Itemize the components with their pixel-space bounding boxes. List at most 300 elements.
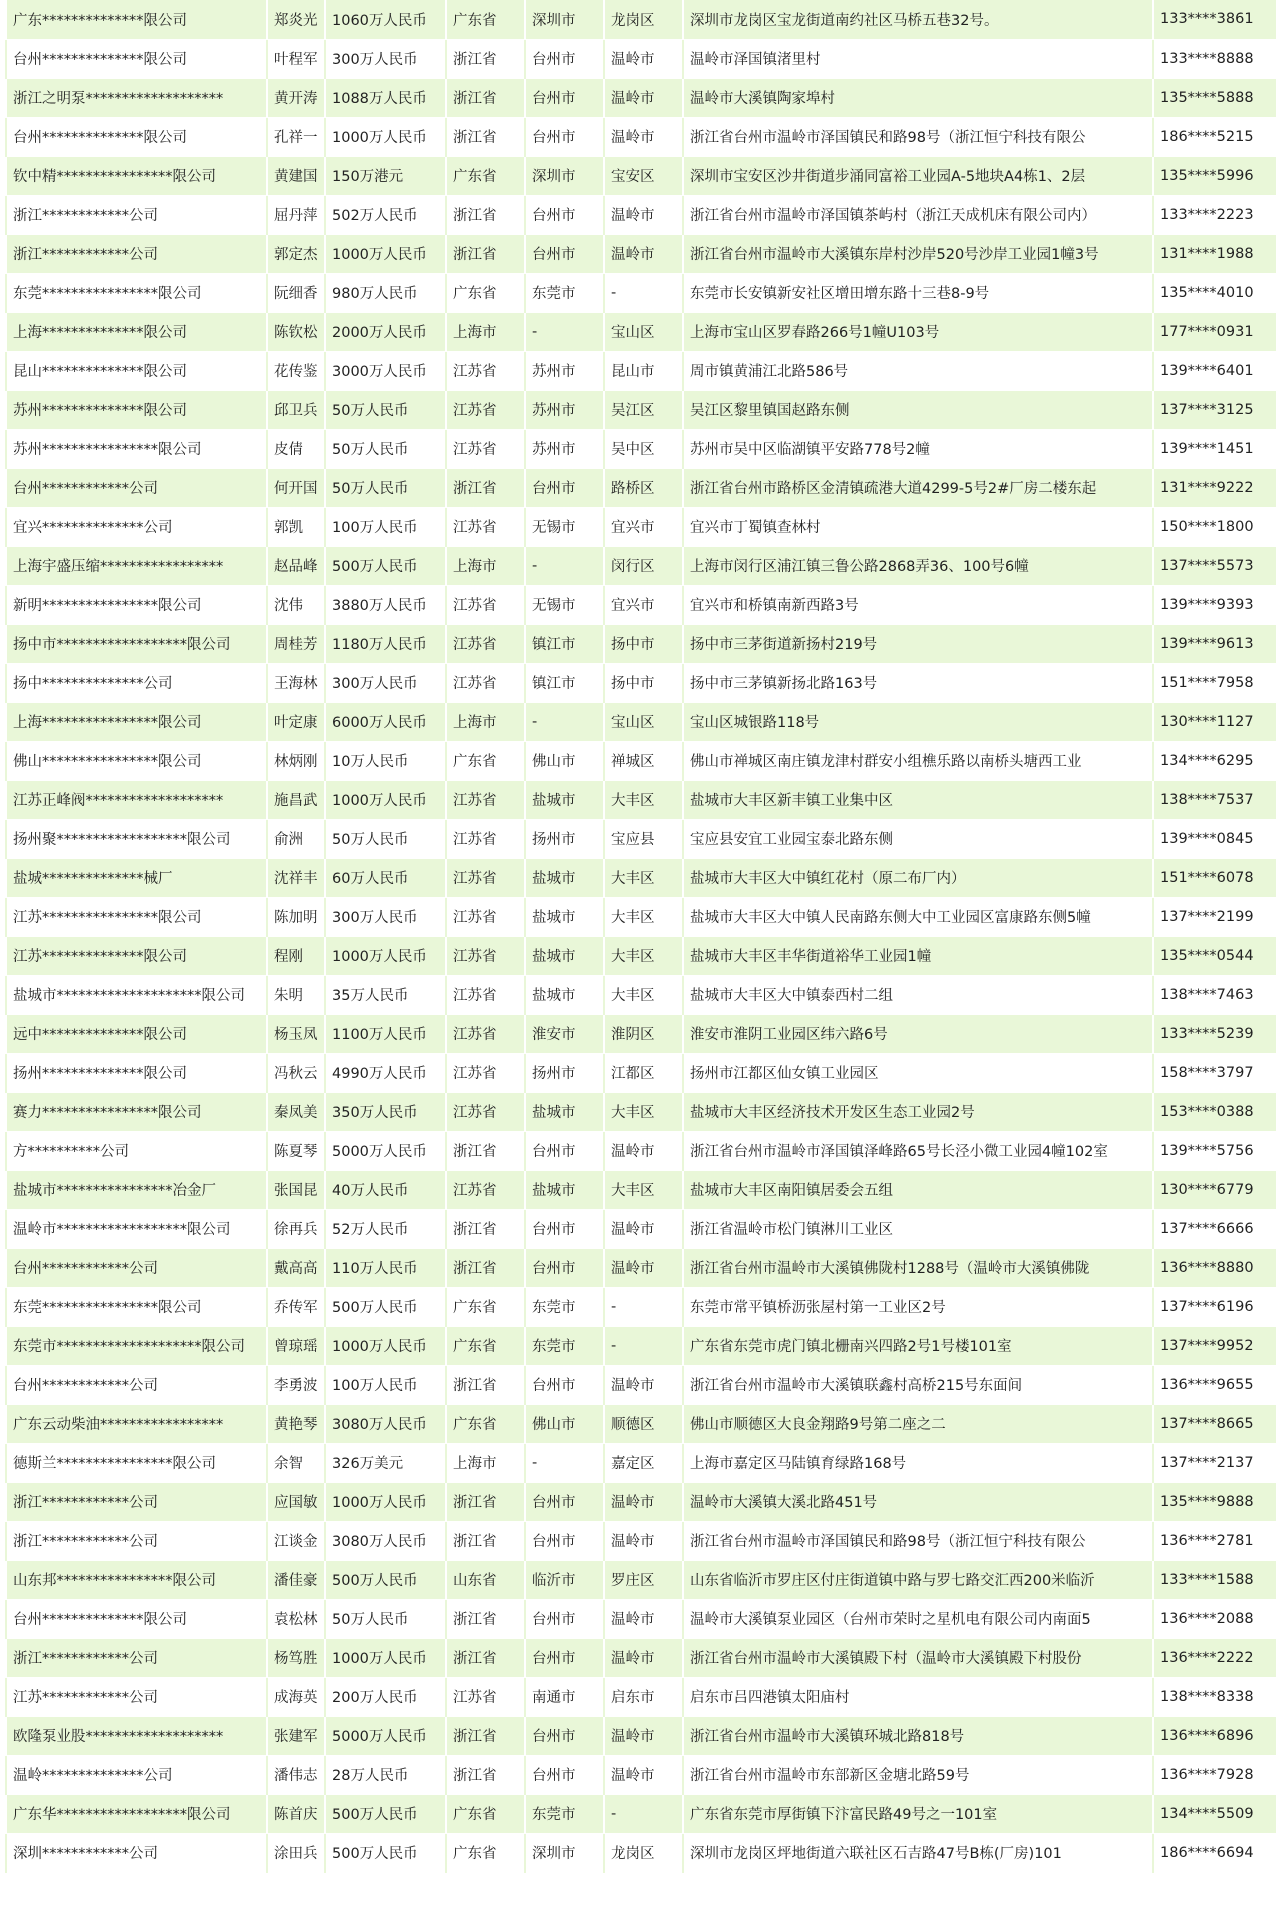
province-cell: 江苏省 <box>446 624 525 663</box>
phone-cell: 136****8880 <box>1153 1248 1276 1287</box>
province-cell: 上海市 <box>446 702 525 741</box>
phone-cell: 133****3861 <box>1153 0 1276 39</box>
district-cell: 大丰区 <box>604 1170 683 1209</box>
company-cell: 钦中精****************限公司 <box>6 156 267 195</box>
city-cell: 扬州市 <box>525 819 604 858</box>
phone-cell: 137****5573 <box>1153 546 1276 585</box>
table-row[interactable] <box>6 1092 1276 1131</box>
district-cell: 宝山区 <box>604 702 683 741</box>
capital-cell: 4990万人民币 <box>325 1053 446 1092</box>
city-cell: - <box>525 1443 604 1482</box>
province-cell: 浙江省 <box>446 234 525 273</box>
capital-cell: 1180万人民币 <box>325 624 446 663</box>
phone-cell: 131****9222 <box>1153 468 1276 507</box>
company-cell: 台州**************限公司 <box>6 39 267 78</box>
city-cell: 台州市 <box>525 78 604 117</box>
address-cell: 盐城市大丰区经济技术开发区生态工业园2号 <box>683 1092 1153 1131</box>
contact-cell: 潘伟志 <box>267 1755 325 1794</box>
contact-cell: 戴高高 <box>267 1248 325 1287</box>
district-cell: 淮阴区 <box>604 1014 683 1053</box>
capital-cell: 60万人民币 <box>325 858 446 897</box>
company-cell: 台州**************限公司 <box>6 117 267 156</box>
address-cell: 盐城市大丰区丰华街道裕华工业园1幢 <box>683 936 1153 975</box>
contact-cell: 黄开涛 <box>267 78 325 117</box>
district-cell: 顺德区 <box>604 1404 683 1443</box>
district-cell: 温岭市 <box>604 1209 683 1248</box>
company-cell: 江苏正峰阀******************* <box>6 780 267 819</box>
district-cell: 龙岗区 <box>604 0 683 39</box>
city-cell: 临沂市 <box>525 1560 604 1599</box>
capital-cell: 1000万人民币 <box>325 780 446 819</box>
company-cell: 苏州****************限公司 <box>6 429 267 468</box>
company-cell: 佛山****************限公司 <box>6 741 267 780</box>
city-cell: 台州市 <box>525 1482 604 1521</box>
table-row[interactable] <box>6 429 1276 468</box>
address-cell: 温岭市大溪镇陶家埠村 <box>683 78 1153 117</box>
contact-cell: 陈加明 <box>267 897 325 936</box>
contact-cell: 郭凯 <box>267 507 325 546</box>
contact-cell: 余智 <box>267 1443 325 1482</box>
address-cell: 宜兴市和桥镇南新西路3号 <box>683 585 1153 624</box>
province-cell: 浙江省 <box>446 195 525 234</box>
table-row[interactable] <box>6 1170 1276 1209</box>
city-cell: 无锡市 <box>525 585 604 624</box>
capital-cell: 1000万人民币 <box>325 1326 446 1365</box>
table-row[interactable] <box>6 468 1276 507</box>
district-cell: 温岭市 <box>604 1131 683 1170</box>
table-row[interactable] <box>6 897 1276 936</box>
company-cell: 盐城市********************限公司 <box>6 975 267 1014</box>
contact-cell: 花传鉴 <box>267 351 325 390</box>
company-cell: 温岭市******************限公司 <box>6 1209 267 1248</box>
capital-cell: 110万人民币 <box>325 1248 446 1287</box>
district-cell: 大丰区 <box>604 936 683 975</box>
city-cell: 台州市 <box>525 1365 604 1404</box>
address-cell: 浙江省台州市温岭市泽国镇泽峰路65号长泾小微工业园4幢102室 <box>683 1131 1153 1170</box>
province-cell: 上海市 <box>446 546 525 585</box>
table-row[interactable] <box>6 624 1276 663</box>
table-row[interactable] <box>6 117 1276 156</box>
table-row[interactable] <box>6 975 1276 1014</box>
province-cell: 江苏省 <box>446 858 525 897</box>
city-cell: 深圳市 <box>525 0 604 39</box>
province-cell: 上海市 <box>446 1443 525 1482</box>
city-cell: 无锡市 <box>525 507 604 546</box>
table-row[interactable] <box>6 936 1276 975</box>
contact-cell: 王海林 <box>267 663 325 702</box>
phone-cell: 137****6196 <box>1153 1287 1276 1326</box>
capital-cell: 300万人民币 <box>325 39 446 78</box>
address-cell: 周市镇黄浦江北路586号 <box>683 351 1153 390</box>
phone-cell: 136****7928 <box>1153 1755 1276 1794</box>
province-cell: 广东省 <box>446 1404 525 1443</box>
address-cell: 浙江省台州市温岭市大溪镇佛陇村1288号（温岭市大溪镇佛陇 <box>683 1248 1153 1287</box>
district-cell: 宝应县 <box>604 819 683 858</box>
province-cell: 浙江省 <box>446 1209 525 1248</box>
province-cell: 江苏省 <box>446 1053 525 1092</box>
table-row[interactable] <box>6 507 1276 546</box>
company-cell: 德斯兰****************限公司 <box>6 1443 267 1482</box>
table-row[interactable] <box>6 273 1276 312</box>
district-cell: - <box>604 1287 683 1326</box>
city-cell: - <box>525 312 604 351</box>
phone-cell: 139****9613 <box>1153 624 1276 663</box>
district-cell: 吴中区 <box>604 429 683 468</box>
table-row[interactable] <box>6 780 1276 819</box>
capital-cell: 500万人民币 <box>325 1560 446 1599</box>
capital-cell: 100万人民币 <box>325 1365 446 1404</box>
table-row[interactable] <box>6 1248 1276 1287</box>
contact-cell: 叶程军 <box>267 39 325 78</box>
city-cell: 盐城市 <box>525 1170 604 1209</box>
table-row[interactable] <box>6 1755 1276 1794</box>
capital-cell: 3880万人民币 <box>325 585 446 624</box>
table-row[interactable] <box>6 546 1276 585</box>
contact-cell: 俞洲 <box>267 819 325 858</box>
district-cell: 温岭市 <box>604 234 683 273</box>
company-cell: 浙江************公司 <box>6 1482 267 1521</box>
address-cell: 深圳市龙岗区宝龙街道南约社区马桥五巷32号。 <box>683 0 1153 39</box>
city-cell: 深圳市 <box>525 156 604 195</box>
phone-cell: 158****3797 <box>1153 1053 1276 1092</box>
table-row[interactable] <box>6 858 1276 897</box>
district-cell: 大丰区 <box>604 1092 683 1131</box>
company-cell: 浙江************公司 <box>6 1638 267 1677</box>
table-row[interactable] <box>6 351 1276 390</box>
city-cell: 盐城市 <box>525 780 604 819</box>
district-cell: 温岭市 <box>604 1599 683 1638</box>
contact-cell: 曾琼瑶 <box>267 1326 325 1365</box>
table-row[interactable] <box>6 1482 1276 1521</box>
phone-cell: 139****1451 <box>1153 429 1276 468</box>
phone-cell: 135****5996 <box>1153 156 1276 195</box>
capital-cell: 1100万人民币 <box>325 1014 446 1053</box>
province-cell: 浙江省 <box>446 39 525 78</box>
phone-cell: 139****0845 <box>1153 819 1276 858</box>
table-row[interactable] <box>6 1209 1276 1248</box>
phone-cell: 186****5215 <box>1153 117 1276 156</box>
contact-cell: 杨玉凤 <box>267 1014 325 1053</box>
contact-cell: 孔祥一 <box>267 117 325 156</box>
contact-cell: 秦凤美 <box>267 1092 325 1131</box>
contact-cell: 何开国 <box>267 468 325 507</box>
table-row[interactable] <box>6 819 1276 858</box>
table-row[interactable] <box>6 234 1276 273</box>
address-cell: 宝应县安宜工业园宝泰北路东侧 <box>683 819 1153 858</box>
contact-cell: 沈伟 <box>267 585 325 624</box>
company-cell: 浙江之明泵******************* <box>6 78 267 117</box>
contact-cell: 陈首庆 <box>267 1794 325 1833</box>
address-cell: 东莞市常平镇桥沥张屋村第一工业区2号 <box>683 1287 1153 1326</box>
province-cell: 江苏省 <box>446 936 525 975</box>
company-cell: 浙江************公司 <box>6 1521 267 1560</box>
company-cell: 远中**************限公司 <box>6 1014 267 1053</box>
phone-cell: 133****2223 <box>1153 195 1276 234</box>
table-row[interactable] <box>6 1716 1276 1755</box>
table-row[interactable] <box>6 390 1276 429</box>
company-table <box>5 0 1276 1873</box>
capital-cell: 500万人民币 <box>325 1833 446 1872</box>
phone-cell: 150****1800 <box>1153 507 1276 546</box>
address-cell: 盐城市大丰区大中镇红花村（原二布厂内） <box>683 858 1153 897</box>
capital-cell: 5000万人民币 <box>325 1716 446 1755</box>
address-cell: 宜兴市丁蜀镇查林村 <box>683 507 1153 546</box>
district-cell: 温岭市 <box>604 1248 683 1287</box>
phone-cell: 137****8665 <box>1153 1404 1276 1443</box>
company-cell: 赛力****************限公司 <box>6 1092 267 1131</box>
capital-cell: 50万人民币 <box>325 390 446 429</box>
phone-cell: 137****6666 <box>1153 1209 1276 1248</box>
company-cell: 上海宇盛压缩***************** <box>6 546 267 585</box>
company-cell: 广东**************限公司 <box>6 0 267 39</box>
capital-cell: 40万人民币 <box>325 1170 446 1209</box>
contact-cell: 张建军 <box>267 1716 325 1755</box>
province-cell: 江苏省 <box>446 507 525 546</box>
phone-cell: 137****9952 <box>1153 1326 1276 1365</box>
phone-cell: 138****7537 <box>1153 780 1276 819</box>
company-cell: 苏州**************限公司 <box>6 390 267 429</box>
phone-cell: 135****5888 <box>1153 78 1276 117</box>
company-cell: 浙江************公司 <box>6 195 267 234</box>
contact-cell: 周桂芳 <box>267 624 325 663</box>
province-cell: 广东省 <box>446 156 525 195</box>
district-cell: 昆山市 <box>604 351 683 390</box>
phone-cell: 133****8888 <box>1153 39 1276 78</box>
contact-cell: 朱明 <box>267 975 325 1014</box>
company-cell: 扬州**************限公司 <box>6 1053 267 1092</box>
company-cell: 上海****************限公司 <box>6 702 267 741</box>
company-cell: 方**********公司 <box>6 1131 267 1170</box>
contact-cell: 袁松林 <box>267 1599 325 1638</box>
district-cell: 温岭市 <box>604 1755 683 1794</box>
phone-cell: 136****2781 <box>1153 1521 1276 1560</box>
table-row[interactable] <box>6 663 1276 702</box>
table-row[interactable] <box>6 741 1276 780</box>
city-cell: 南通市 <box>525 1677 604 1716</box>
company-cell: 东莞市********************限公司 <box>6 1326 267 1365</box>
table-row[interactable] <box>6 1794 1276 1833</box>
table-row[interactable] <box>6 1131 1276 1170</box>
district-cell: 温岭市 <box>604 39 683 78</box>
province-cell: 广东省 <box>446 741 525 780</box>
capital-cell: 50万人民币 <box>325 1599 446 1638</box>
capital-cell: 10万人民币 <box>325 741 446 780</box>
province-cell: 浙江省 <box>446 1365 525 1404</box>
district-cell: 路桥区 <box>604 468 683 507</box>
address-cell: 扬中市三茅街道新扬村219号 <box>683 624 1153 663</box>
table-row[interactable] <box>6 1560 1276 1599</box>
table-row[interactable] <box>6 1365 1276 1404</box>
phone-cell: 134****6295 <box>1153 741 1276 780</box>
phone-cell: 135****4010 <box>1153 273 1276 312</box>
table-row[interactable] <box>6 702 1276 741</box>
address-cell: 盐城市大丰区南阳镇居委会五组 <box>683 1170 1153 1209</box>
city-cell: - <box>525 546 604 585</box>
city-cell: 扬州市 <box>525 1053 604 1092</box>
district-cell: - <box>604 1794 683 1833</box>
address-cell: 盐城市大丰区新丰镇工业集中区 <box>683 780 1153 819</box>
province-cell: 上海市 <box>446 312 525 351</box>
company-cell: 台州************公司 <box>6 468 267 507</box>
capital-cell: 1060万人民币 <box>325 0 446 39</box>
district-cell: 宜兴市 <box>604 585 683 624</box>
table-row[interactable] <box>6 1404 1276 1443</box>
capital-cell: 3080万人民币 <box>325 1404 446 1443</box>
capital-cell: 1088万人民币 <box>325 78 446 117</box>
contact-cell: 应国敏 <box>267 1482 325 1521</box>
province-cell: 山东省 <box>446 1560 525 1599</box>
company-cell: 江苏************公司 <box>6 1677 267 1716</box>
company-cell: 江苏****************限公司 <box>6 897 267 936</box>
capital-cell: 500万人民币 <box>325 546 446 585</box>
province-cell: 浙江省 <box>446 78 525 117</box>
company-cell: 扬州聚******************限公司 <box>6 819 267 858</box>
table-row[interactable] <box>6 1521 1276 1560</box>
capital-cell: 980万人民币 <box>325 273 446 312</box>
province-cell: 浙江省 <box>446 1482 525 1521</box>
province-cell: 江苏省 <box>446 429 525 468</box>
city-cell: 苏州市 <box>525 429 604 468</box>
address-cell: 佛山市禅城区南庄镇龙津村群安小组樵乐路以南桥头塘西工业 <box>683 741 1153 780</box>
phone-cell: 151****7958 <box>1153 663 1276 702</box>
phone-cell: 138****8338 <box>1153 1677 1276 1716</box>
province-cell: 广东省 <box>446 1794 525 1833</box>
contact-cell: 杨笃胜 <box>267 1638 325 1677</box>
capital-cell: 326万美元 <box>325 1443 446 1482</box>
address-cell: 广东省东莞市虎门镇北栅南兴四路2号1号楼101室 <box>683 1326 1153 1365</box>
table-row[interactable] <box>6 0 1276 39</box>
contact-cell: 乔传军 <box>267 1287 325 1326</box>
city-cell: 盐城市 <box>525 936 604 975</box>
address-cell: 盐城市大丰区大中镇泰西村二组 <box>683 975 1153 1014</box>
phone-cell: 135****9888 <box>1153 1482 1276 1521</box>
province-cell: 江苏省 <box>446 1014 525 1053</box>
company-cell: 江苏**************限公司 <box>6 936 267 975</box>
contact-cell: 黄建国 <box>267 156 325 195</box>
city-cell: 台州市 <box>525 1521 604 1560</box>
contact-cell: 阮细香 <box>267 273 325 312</box>
phone-cell: 139****6401 <box>1153 351 1276 390</box>
province-cell: 浙江省 <box>446 468 525 507</box>
capital-cell: 3080万人民币 <box>325 1521 446 1560</box>
contact-cell: 陈钦松 <box>267 312 325 351</box>
district-cell: 罗庄区 <box>604 1560 683 1599</box>
phone-cell: 177****0931 <box>1153 312 1276 351</box>
table-row[interactable] <box>6 1677 1276 1716</box>
address-cell: 浙江省台州市温岭市东部新区金塘北路59号 <box>683 1755 1153 1794</box>
table-row[interactable] <box>6 39 1276 78</box>
phone-cell: 136****9655 <box>1153 1365 1276 1404</box>
address-cell: 温岭市泽国镇渚里村 <box>683 39 1153 78</box>
province-cell: 江苏省 <box>446 585 525 624</box>
company-cell: 山东邦****************限公司 <box>6 1560 267 1599</box>
capital-cell: 35万人民币 <box>325 975 446 1014</box>
capital-cell: 5000万人民币 <box>325 1131 446 1170</box>
phone-cell: 139****9393 <box>1153 585 1276 624</box>
city-cell: 台州市 <box>525 117 604 156</box>
city-cell: 台州市 <box>525 1716 604 1755</box>
table-row[interactable] <box>6 1326 1276 1365</box>
contact-cell: 陈夏琴 <box>267 1131 325 1170</box>
district-cell: 启东市 <box>604 1677 683 1716</box>
table-row[interactable] <box>6 1287 1276 1326</box>
address-cell: 广东省东莞市厚街镇下汴富民路49号之一101室 <box>683 1794 1153 1833</box>
contact-cell: 施昌武 <box>267 780 325 819</box>
district-cell: 大丰区 <box>604 858 683 897</box>
table-row[interactable] <box>6 156 1276 195</box>
table-row[interactable] <box>6 195 1276 234</box>
city-cell: 佛山市 <box>525 741 604 780</box>
table-row[interactable] <box>6 585 1276 624</box>
city-cell: 盐城市 <box>525 975 604 1014</box>
company-cell: 宜兴**************公司 <box>6 507 267 546</box>
company-cell: 盐城市****************冶金厂 <box>6 1170 267 1209</box>
address-cell: 扬中市三茅镇新扬北路163号 <box>683 663 1153 702</box>
phone-cell: 153****0388 <box>1153 1092 1276 1131</box>
district-cell: 扬中市 <box>604 624 683 663</box>
city-cell: 东莞市 <box>525 273 604 312</box>
district-cell: 闵行区 <box>604 546 683 585</box>
table-row[interactable] <box>6 78 1276 117</box>
capital-cell: 200万人民币 <box>325 1677 446 1716</box>
contact-cell: 江谈金 <box>267 1521 325 1560</box>
city-cell: 东莞市 <box>525 1326 604 1365</box>
table-row[interactable] <box>6 312 1276 351</box>
table-row[interactable] <box>6 1599 1276 1638</box>
capital-cell: 1000万人民币 <box>325 234 446 273</box>
district-cell: 温岭市 <box>604 1716 683 1755</box>
city-cell: 盐城市 <box>525 897 604 936</box>
address-cell: 浙江省台州市温岭市大溪镇东岸村沙岸520号沙岸工业园1幢3号 <box>683 234 1153 273</box>
district-cell: 温岭市 <box>604 1365 683 1404</box>
province-cell: 浙江省 <box>446 117 525 156</box>
table-row[interactable] <box>6 1833 1276 1872</box>
table-row[interactable] <box>6 1443 1276 1482</box>
table-row[interactable] <box>6 1638 1276 1677</box>
district-cell: 大丰区 <box>604 780 683 819</box>
province-cell: 广东省 <box>446 273 525 312</box>
capital-cell: 500万人民币 <box>325 1794 446 1833</box>
company-cell: 盐城**************械厂 <box>6 858 267 897</box>
capital-cell: 500万人民币 <box>325 1287 446 1326</box>
capital-cell: 300万人民币 <box>325 663 446 702</box>
city-cell: 台州市 <box>525 1755 604 1794</box>
table-body <box>6 0 1276 1872</box>
address-cell: 温岭市大溪镇大溪北路451号 <box>683 1482 1153 1521</box>
address-cell: 深圳市宝安区沙井街道步涌同富裕工业园A-5地块A4栋1、2层 <box>683 156 1153 195</box>
capital-cell: 50万人民币 <box>325 429 446 468</box>
company-cell: 广东云动柴油***************** <box>6 1404 267 1443</box>
district-cell: - <box>604 273 683 312</box>
table-row[interactable] <box>6 1053 1276 1092</box>
address-cell: 浙江省台州市路桥区金清镇疏港大道4299-5号2#厂房二楼东起 <box>683 468 1153 507</box>
phone-cell: 137****3125 <box>1153 390 1276 429</box>
district-cell: 宝安区 <box>604 156 683 195</box>
city-cell: 镇江市 <box>525 663 604 702</box>
district-cell: 江都区 <box>604 1053 683 1092</box>
capital-cell: 300万人民币 <box>325 897 446 936</box>
phone-cell: 137****2199 <box>1153 897 1276 936</box>
capital-cell: 350万人民币 <box>325 1092 446 1131</box>
phone-cell: 130****1127 <box>1153 702 1276 741</box>
province-cell: 浙江省 <box>446 1248 525 1287</box>
address-cell: 盐城市大丰区大中镇人民南路东侧大中工业园区富康路东侧5幢 <box>683 897 1153 936</box>
district-cell: 嘉定区 <box>604 1443 683 1482</box>
address-cell: 上海市闵行区浦江镇三鲁公路2868弄36、100号6幢 <box>683 546 1153 585</box>
capital-cell: 28万人民币 <box>325 1755 446 1794</box>
province-cell: 江苏省 <box>446 780 525 819</box>
table-row[interactable] <box>6 1014 1276 1053</box>
